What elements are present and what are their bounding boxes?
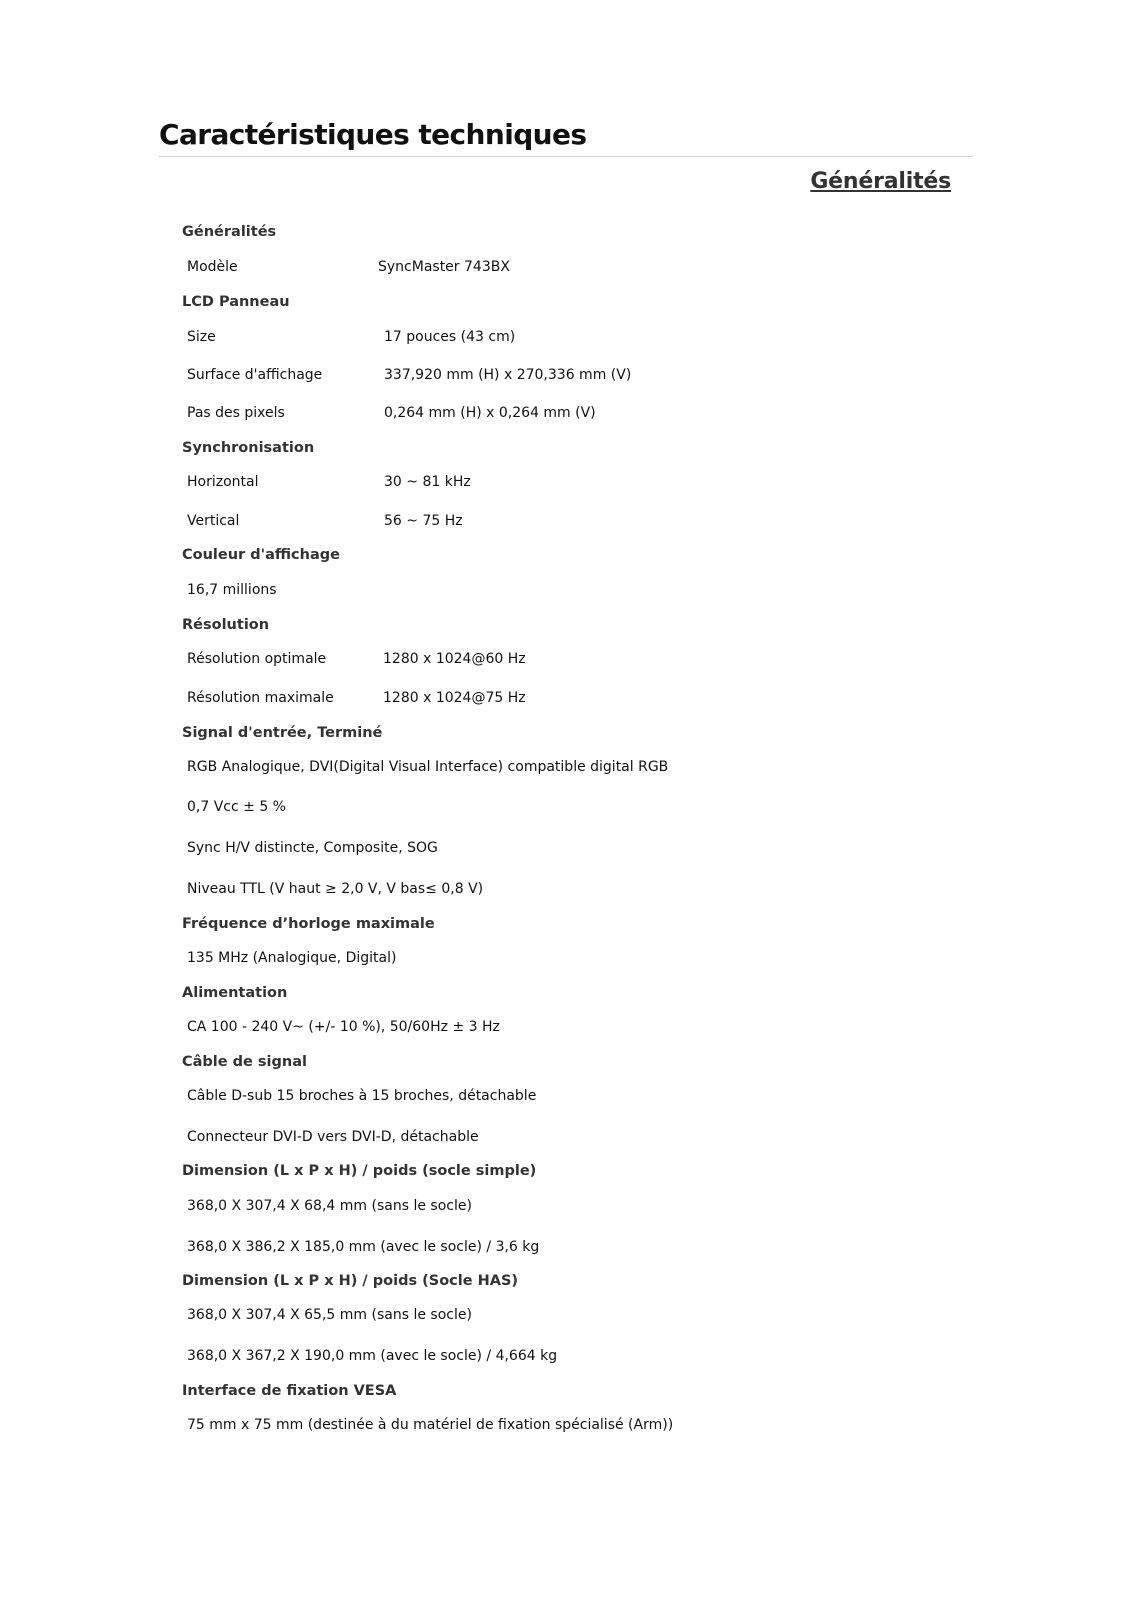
spec-category-heading: Couleur d'affichage (182, 547, 340, 563)
spec-label: Pas des pixels (187, 405, 285, 421)
spec-label: Surface d'affichage (187, 367, 323, 383)
spec-value: 1280 x 1024@60 Hz (383, 651, 526, 667)
spec-category-heading: Interface de fixation VESA (182, 1383, 397, 1399)
spec-category-heading: Synchronisation (182, 440, 315, 456)
spec-category-heading: Dimension (L x P x H) / poids (socle simple) (182, 1163, 537, 1179)
spec-value: 1280 x 1024@75 Hz (383, 690, 526, 706)
spec-category-heading: Signal d'entrée, Terminé (182, 725, 383, 741)
spec-value: 368,0 X 307,4 X 68,4 mm (sans le socle) (187, 1198, 472, 1214)
spec-value: RGB Analogique, DVI(Digital Visual Interface) compatible digital RGB (187, 759, 669, 775)
spec-value: 135 MHz (Analogique, Digital) (187, 950, 397, 966)
title-divider (159, 156, 973, 157)
spec-label: Résolution optimale (187, 651, 327, 667)
spec-category-heading: Alimentation (182, 985, 288, 1001)
spec-value: Câble D-sub 15 broches à 15 broches, détachable (187, 1088, 537, 1104)
spec-category-heading: LCD Panneau (182, 294, 290, 310)
spec-category-heading: Câble de signal (182, 1054, 307, 1070)
spec-value: Niveau TTL (V haut ≥ 2,0 V, V bas≤ 0,8 V) (187, 881, 484, 897)
spec-label: Résolution maximale (187, 690, 334, 706)
spec-value: 368,0 X 367,2 X 190,0 mm (avec le socle) / 4,664 kg (187, 1348, 558, 1364)
spec-value: 0,7 Vcc ± 5 % (187, 799, 286, 815)
spec-category-heading: Fréquence d’horloge maximale (182, 916, 435, 932)
spec-value: Connecteur DVI-D vers DVI-D, détachable (187, 1129, 479, 1145)
spec-category-heading: Dimension (L x P x H) / poids (Socle HAS) (182, 1273, 519, 1289)
spec-value: 16,7 millions (187, 582, 277, 598)
spec-value: 17 pouces (43 cm) (384, 329, 516, 345)
spec-label: Vertical (187, 513, 240, 529)
spec-value: SyncMaster 743BX (378, 259, 510, 275)
spec-value: 0,264 mm (H) x 0,264 mm (V) (384, 405, 596, 421)
spec-label: Horizontal (187, 474, 259, 490)
page-title: Caractéristiques techniques (159, 118, 587, 151)
spec-category-heading: Généralités (182, 224, 277, 240)
spec-value: 368,0 X 307,4 X 65,5 mm (sans le socle) (187, 1307, 472, 1323)
section-heading-generalites: Généralités (810, 169, 951, 194)
spec-value: Sync H/V distincte, Composite, SOG (187, 840, 438, 856)
spec-value: 75 mm x 75 mm (destinée à du matériel de fixation spécialisé (Arm)) (187, 1417, 674, 1433)
spec-label: Modèle (187, 259, 238, 275)
spec-value: 30 ~ 81 kHz (384, 474, 471, 490)
spec-value: 368,0 X 386,2 X 185,0 mm (avec le socle) / 3,6 kg (187, 1239, 540, 1255)
spec-value: 56 ~ 75 Hz (384, 513, 463, 529)
spec-value: 337,920 mm (H) x 270,336 mm (V) (384, 367, 632, 383)
spec-value: CA 100 - 240 V~ (+/- 10 %), 50/60Hz ± 3 Hz (187, 1019, 500, 1035)
spec-category-heading: Résolution (182, 617, 270, 633)
spec-label: Size (187, 329, 216, 345)
